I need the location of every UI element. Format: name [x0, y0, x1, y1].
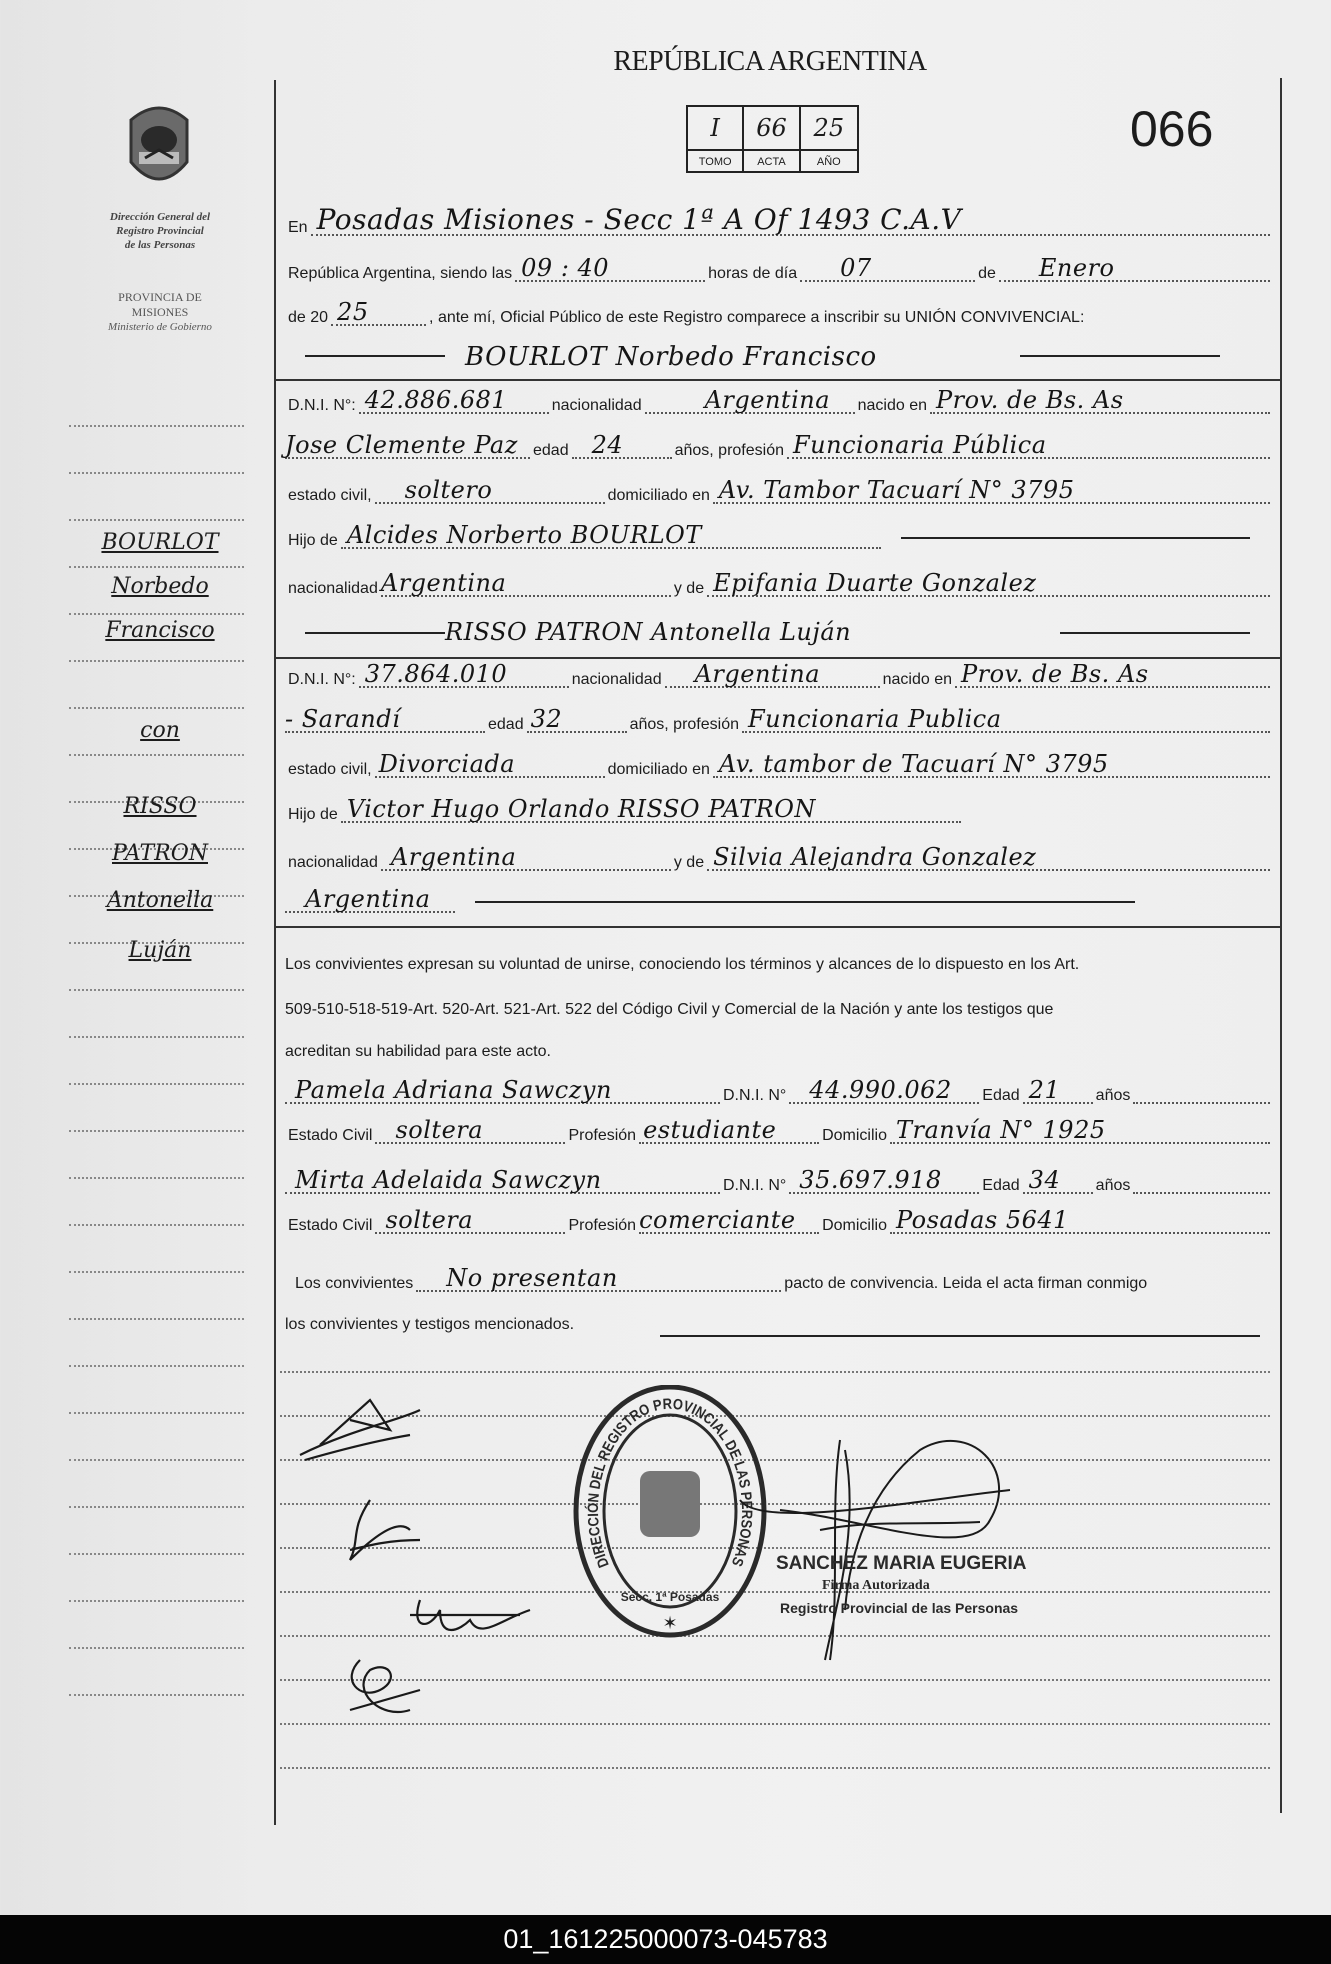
p2-nacionalidad: Argentina [694, 660, 821, 688]
profesion-label: Profesión [568, 1217, 637, 1234]
witness1-domicilio: Tranvía N° 1925 [895, 1116, 1106, 1144]
signature-dotted-line [280, 1767, 1270, 1769]
margin-dotted-line [69, 1318, 244, 1320]
edad-label: Edad [982, 1087, 1020, 1104]
acta-label: ACTA [744, 151, 800, 173]
official-name: SANCHEZ MARIA EUGERIA [776, 1553, 1027, 1574]
witness1-edad: 21 [1028, 1076, 1061, 1104]
witness2-name: Mirta Adelaida Sawczyn [295, 1166, 602, 1194]
margin-dotted-line [69, 1459, 244, 1461]
stamp-inner-text: Secc. 1ª Posadas [620, 1590, 720, 1604]
margin-dotted-line [69, 1177, 244, 1179]
estado-label: estado civil, [288, 761, 372, 778]
horas-label: horas de día [708, 265, 798, 282]
p1-profesion: Funcionaria Pública [793, 431, 1047, 459]
document-id-bar: 01_161225000073-045783 [0, 1915, 1331, 1964]
year-value: 25 [337, 298, 369, 326]
agency-name [85, 210, 235, 252]
witness2-domicilio: Posadas 5641 [895, 1206, 1069, 1234]
dni-label: D.N.I. N° [723, 1177, 787, 1194]
p2-dni-row [285, 662, 1270, 692]
person1-name-header: BOURLOT Norbedo Francisco [465, 342, 877, 372]
p1-madre-row [285, 571, 1270, 601]
place-row [285, 203, 1270, 240]
declaration-line: 509-510-518-519-Art. 520-Art. 521-Art. 522 del Código Civil y Comercial de la Nación y ante los testigos que [285, 1001, 1054, 1018]
witness2-estado: soltera [385, 1206, 474, 1234]
edad-label: Edad [982, 1177, 1020, 1194]
p1-dni: 42.886.681 [364, 386, 508, 414]
p2-padre: Victor Hugo Orlando RISSO PATRON [346, 795, 816, 823]
nacionalidad-label: nacionalidad [288, 854, 378, 871]
witness1-row [285, 1078, 1270, 1108]
signature-2 [350, 1500, 420, 1560]
party-signatures [290, 1390, 560, 1730]
p1-nacido: Prov. de Bs. As [935, 386, 1124, 414]
p2-estado-row [285, 752, 1270, 782]
p1-estado: soltero [404, 476, 493, 504]
margin-note: con [140, 718, 180, 743]
margin-note: Antonella [106, 888, 214, 913]
stamp-ring-text: DIRECCIÓN DEL REGISTRO PROVINCIAL DE LAS PERSONAS [584, 1395, 756, 1570]
margin-dotted-line [69, 1553, 244, 1555]
margin-dotted-line [69, 660, 244, 662]
closing-line: los convivientes y testigos mencionados. [285, 1316, 575, 1333]
signature-4 [350, 1660, 420, 1712]
nacionalidad-label: nacionalidad [288, 580, 378, 597]
official-role: Firma Autorizada [822, 1578, 930, 1593]
coat-of-arms-icon [121, 100, 197, 194]
p1-nacionalidad: Argentina [704, 386, 831, 414]
declaration-line: acreditan su habilidad para este acto. [285, 1043, 551, 1060]
edad-label: edad [488, 716, 524, 733]
signature-3 [410, 1600, 530, 1630]
fill-line [1060, 632, 1250, 634]
pacto-text: pacto de convivencia. Leida el acta firman conmigo [784, 1275, 1148, 1292]
p1-edad: 24 [591, 431, 624, 459]
p2-edad: 32 [530, 705, 563, 733]
estado-label: estado civil, [288, 487, 372, 504]
domicilio-label: domiciliado en [607, 487, 710, 504]
margin-dotted-line [69, 1600, 244, 1602]
margin-dotted-line [69, 472, 244, 474]
fill-line [305, 632, 445, 634]
margin-dotted-line [69, 1036, 244, 1038]
p2-nacido-cont: - Sarandí [285, 705, 401, 733]
nacionalidad-label: nacionalidad [551, 397, 642, 414]
margin-dotted-line [69, 754, 244, 756]
witness2-row [285, 1168, 1270, 1198]
fill-line [901, 537, 1250, 539]
convivientes-label: Los convivientes [295, 1275, 414, 1292]
p2-madre: Silvia Alejandra Gonzalez [713, 843, 1037, 871]
margin-dotted-line [69, 1647, 244, 1649]
domicilio-label: Domicilio [822, 1217, 887, 1234]
p1-domicilio: Av. Tambor Tacuarí N° 3795 [718, 476, 1075, 504]
hijo-label: Hijo de [288, 532, 338, 549]
time-value: 09 : 40 [521, 254, 610, 282]
province-line: MISIONES [131, 305, 189, 319]
witness2-dni: 35.697.918 [799, 1166, 942, 1194]
nacido-label: nacido en [882, 671, 952, 688]
margin-dotted-line [69, 519, 244, 521]
y-de-label: y de [673, 580, 705, 597]
margin-dotted-line [69, 1224, 244, 1226]
pacto-value: No presentan [446, 1264, 618, 1292]
p2-domicilio: Av. tambor de Tacuarí N° 3795 [718, 750, 1109, 778]
margin-note: RISSO [123, 794, 197, 819]
profesion-label: Profesión [568, 1127, 637, 1144]
margin-dotted-line [69, 613, 244, 615]
place-value: Posadas Misiones - Secc 1ª A Of 1493 C.A.V [316, 203, 962, 236]
p1-padre: Alcides Norberto BOURLOT [346, 521, 702, 549]
estado-label: Estado Civil [288, 1217, 373, 1234]
p2-padre-row [285, 797, 1270, 827]
month-value: Enero [1038, 254, 1115, 282]
signature-1 [300, 1400, 420, 1460]
en-label: En [288, 219, 308, 236]
pacto-row [292, 1266, 1270, 1296]
domicilio-label: Domicilio [822, 1127, 887, 1144]
margin-dotted-line [69, 1083, 244, 1085]
margin-dotted-line [69, 1130, 244, 1132]
p2-madre-row [285, 845, 1270, 875]
p2-madre-nac: Argentina [305, 885, 431, 913]
fill-line [1020, 355, 1220, 357]
anios-label: años [1095, 1177, 1131, 1194]
stamp-star-icon: ✶ [662, 1613, 678, 1633]
de20-label: de 20 [288, 309, 329, 326]
p1-estado-row [285, 478, 1270, 508]
fill-line [660, 1335, 1260, 1337]
official-signature [720, 1410, 1030, 1670]
margin-dotted-line [69, 1694, 244, 1696]
person2-name-header: RISSO PATRON Antonella Luján [445, 618, 852, 646]
stamp-emblem-icon [640, 1471, 700, 1537]
witness2-details-row [285, 1208, 1270, 1238]
fill-line [475, 901, 1135, 903]
p1-padre-row [285, 523, 1270, 553]
margin-note: BOURLOT [101, 530, 219, 555]
margin-dotted-line [69, 707, 244, 709]
witness1-name: Pamela Adriana Sawczyn [295, 1076, 612, 1104]
p2-estado: Divorciada [378, 750, 516, 778]
ante-text: , ante mí, Oficial Público de este Registro comparece a inscribir su UNIÓN CONVIVENCIAL: [429, 309, 1085, 326]
dni-label: D.N.I. N° [723, 1087, 787, 1104]
left-border-line [274, 80, 276, 1825]
witness1-estado: soltera [395, 1116, 484, 1144]
agency-line: Registro Provincial [116, 225, 204, 237]
signature-dotted-line [280, 1371, 1270, 1373]
witness1-details-row [285, 1118, 1270, 1148]
fill-line [305, 355, 445, 357]
p2-padre-nac: Argentina [390, 843, 517, 871]
nacionalidad-label: nacionalidad [571, 671, 662, 688]
p2-madre-nac-row [285, 887, 1270, 917]
edad-label: edad [533, 442, 569, 459]
margin-note: PATRON [112, 841, 208, 866]
declaration-line: Los convivientes expresan su voluntad de unirse, conociendo los términos y alcances de lo dispuesto en los Art. [285, 956, 1080, 973]
margin-dotted-line [69, 1412, 244, 1414]
margin-note: Norbedo [111, 574, 209, 599]
folio-number: 066 [1130, 101, 1214, 157]
section-divider [274, 379, 1280, 381]
witness2-profesion: comerciante [639, 1206, 796, 1234]
witness1-dni: 44.990.062 [809, 1076, 952, 1104]
agency-line: Dirección General del [109, 211, 211, 223]
tomo-value: I [688, 107, 744, 151]
profesion-label: años, profesión [629, 716, 739, 733]
hijo-label: Hijo de [288, 806, 338, 823]
official-org: Registro Provincial de las Personas [780, 1600, 1019, 1616]
p2-dni: 37.864.010 [364, 660, 508, 688]
p1-nacido-cont: Jose Clemente Paz [285, 431, 518, 459]
registry-box [686, 105, 859, 173]
p1-madre: Epifania Duarte Gonzalez [713, 569, 1037, 597]
time-row [285, 256, 1270, 286]
margin-dotted-line [69, 1271, 244, 1273]
agency-line: de las Personas [124, 239, 196, 251]
margin-dotted-line [69, 1506, 244, 1508]
witness1-profesion: estudiante [643, 1116, 777, 1144]
margin-note: Francisco [105, 618, 215, 643]
nacido-label: nacido en [857, 397, 927, 414]
tomo-label: TOMO [688, 151, 744, 173]
section-divider [274, 926, 1280, 928]
p2-edad-row [285, 707, 1270, 737]
right-border-line [1280, 78, 1282, 1813]
domicilio-label: domiciliado en [607, 761, 710, 778]
witness2-edad: 34 [1028, 1166, 1061, 1194]
anio-label: AÑO [816, 156, 841, 168]
ministry-line: Ministerio de Gobierno [108, 321, 212, 333]
dni-label: D.N.I. N°: [288, 397, 356, 414]
document-title: REPÚBLICA ARGENTINA [613, 46, 927, 77]
acta-value: 66 [744, 107, 800, 151]
p2-profesion: Funcionaria Publica [748, 705, 1002, 733]
p1-edad-row [285, 433, 1270, 463]
dni-label: D.N.I. N°: [288, 671, 356, 688]
margin-dotted-line [69, 989, 244, 991]
year-row [285, 300, 1270, 330]
p1-padre-nac: Argentina [380, 569, 507, 597]
y-de-label: y de [673, 854, 705, 871]
margin-dotted-line [69, 1365, 244, 1367]
margin-dotted-line [69, 425, 244, 427]
anios-label: años [1095, 1087, 1131, 1104]
province-name [85, 290, 235, 335]
p2-nacido: Prov. de Bs. As [960, 660, 1149, 688]
p1-dni-row [285, 388, 1270, 418]
day-value: 07 [840, 254, 872, 282]
estado-label: Estado Civil [288, 1127, 373, 1144]
profesion-label: años, profesión [674, 442, 784, 459]
de-label: de [978, 265, 996, 282]
anio-value: 25 [801, 107, 857, 151]
province-line: PROVINCIA DE [118, 290, 202, 304]
margin-note: Luján [128, 938, 192, 963]
republic-label: República Argentina, siendo las [288, 265, 513, 282]
margin-dotted-line [69, 566, 244, 568]
